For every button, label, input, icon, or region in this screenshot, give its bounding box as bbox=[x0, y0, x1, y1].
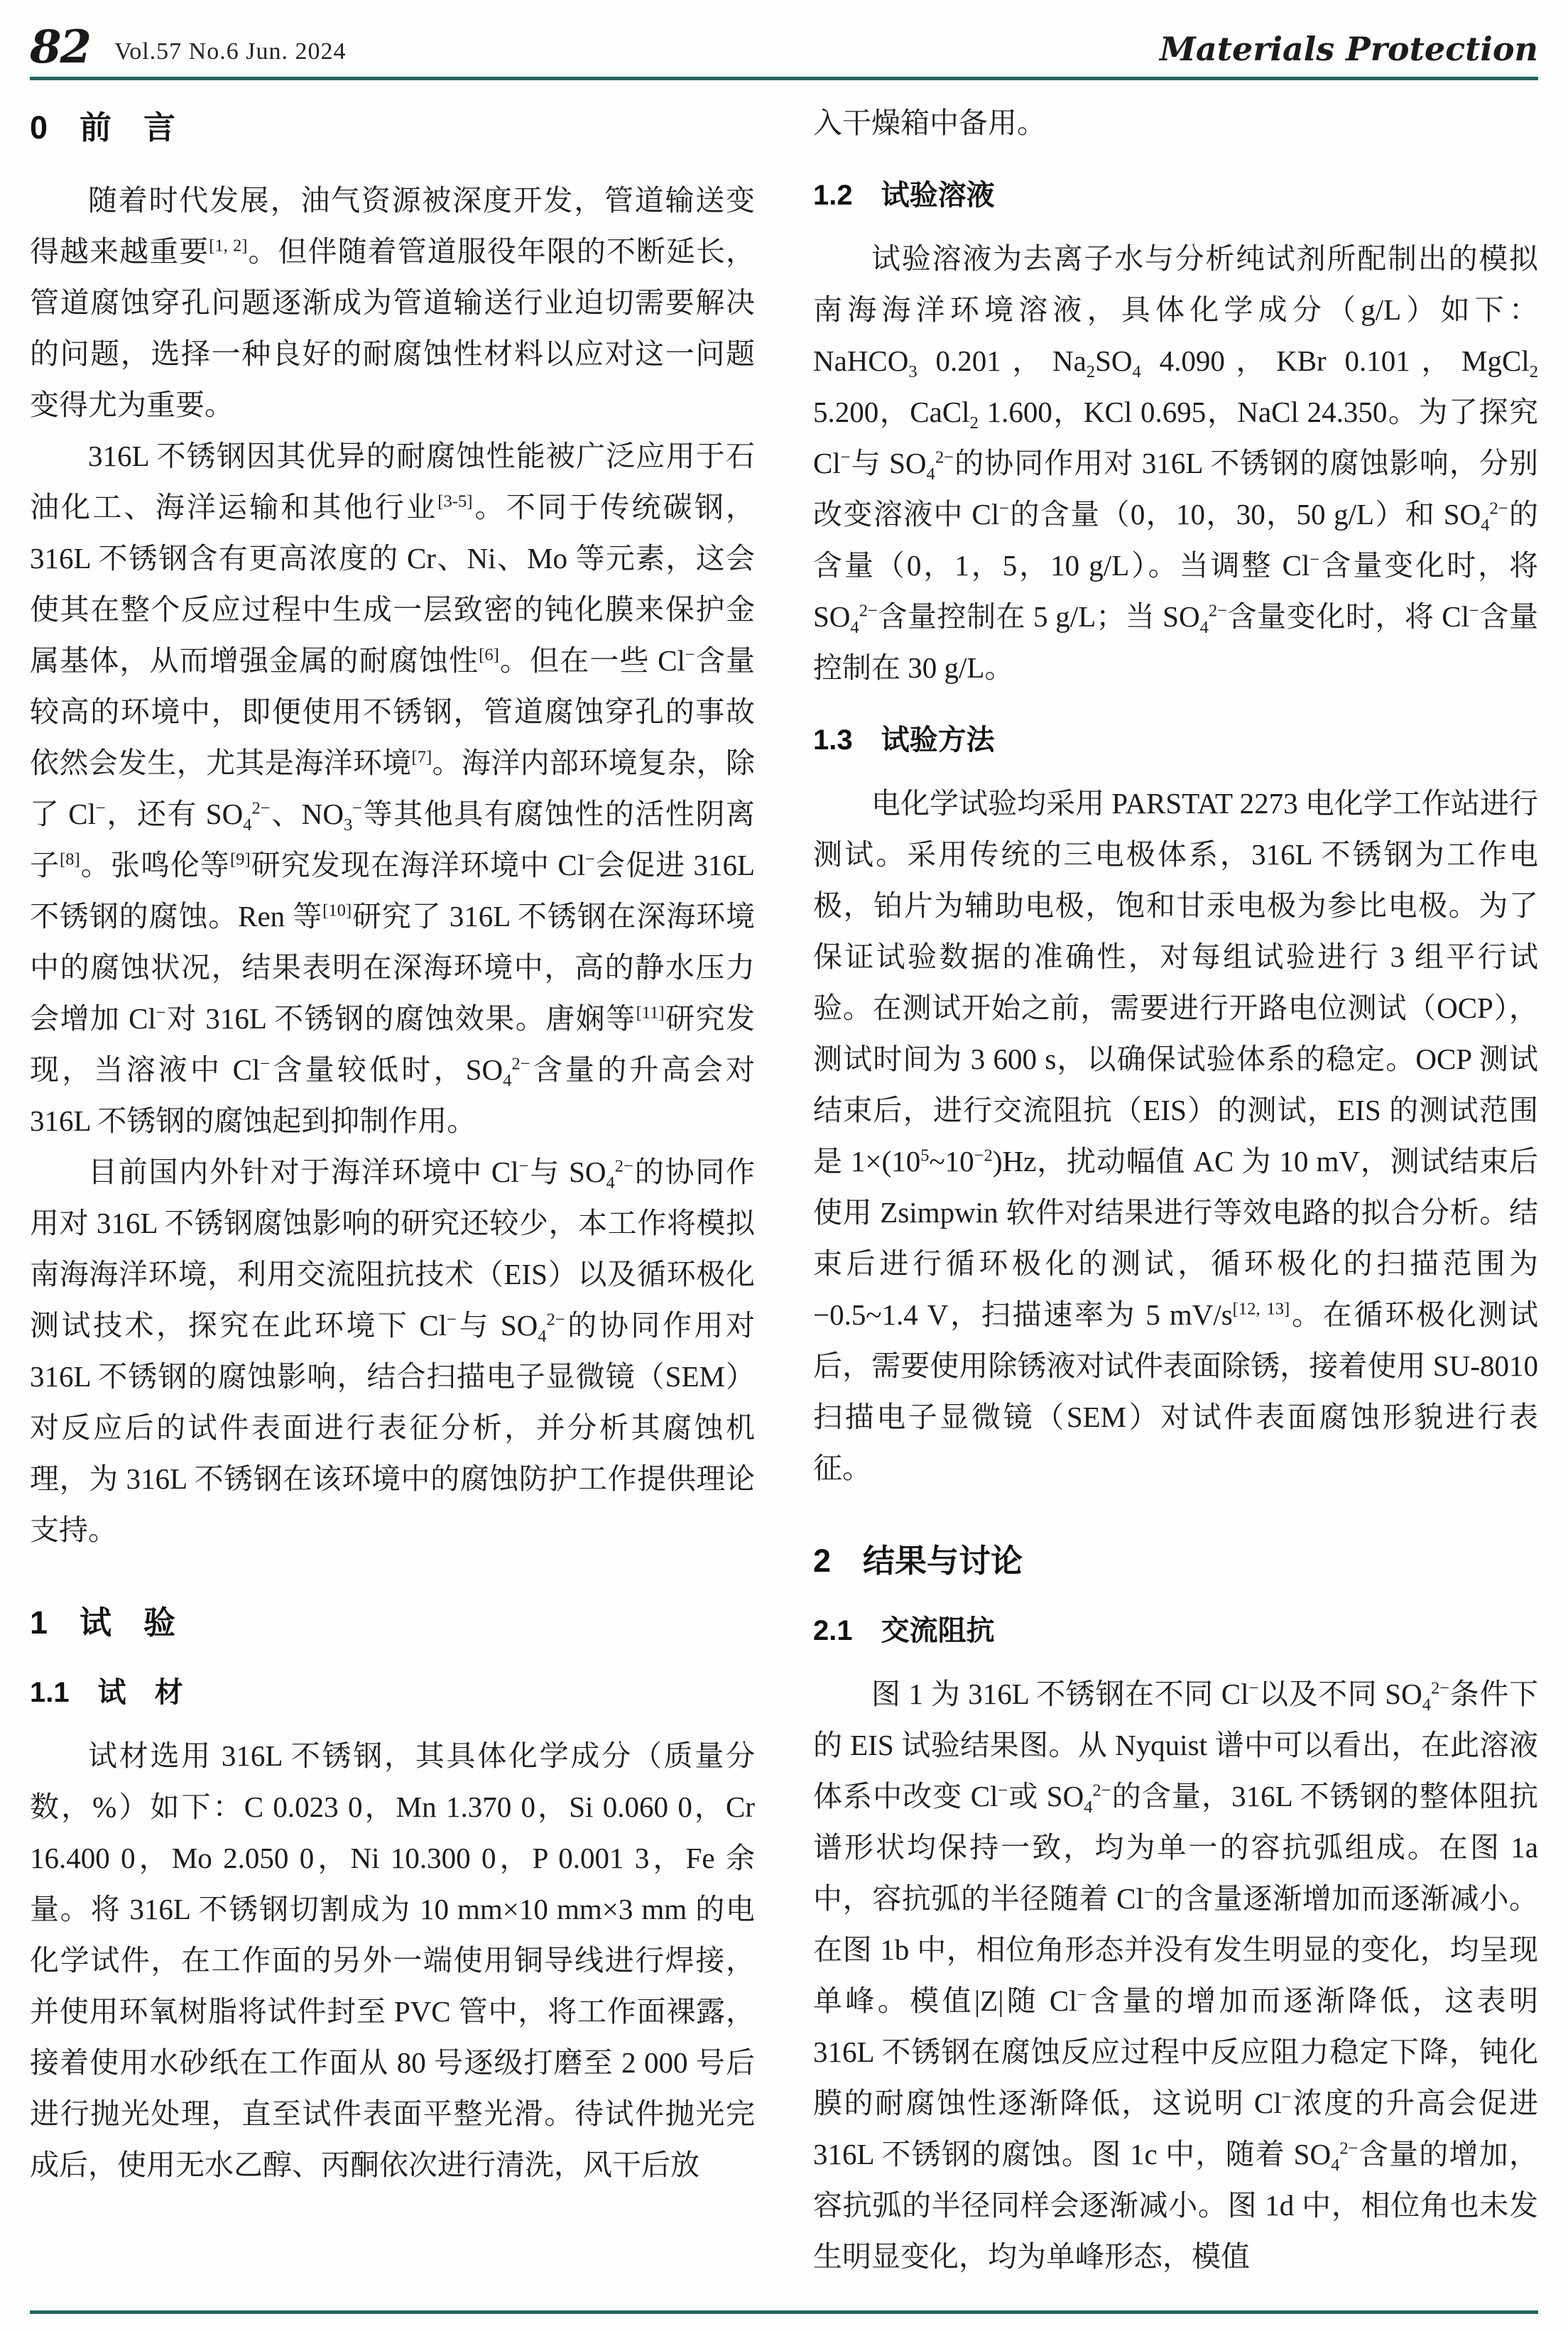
para-preface-2: 316L 不锈钢因其优异的耐腐蚀性能被广泛应用于石油化工、海洋运输和其他行业[3-5]。不同于传统碳钢，316L 不锈钢含有更高浓度的 Cr、Ni、Mo 等元素，这会使其在整个反应过程中生成一层致密的钝化膜来保护金属基体，从而增强金属的耐腐蚀性[6]。但在一些 Cl−含量较高的环境中，即便使用不锈钢，管道腐蚀穿孔的事故依然会发生，尤其是海洋环境[7]。海洋内部环境复杂，除了 Cl−，还有 $SO_4^{2-}$、$NO_3^-$等其他具有腐蚀性的活性阴离子[8]。张鸣伦等[9]研究发现在海洋环境中 Cl−会促进 316L 不锈钢的腐蚀。Ren 等[10]研究了 316L 不锈钢在深海环境中的腐蚀状况，结果表明在深海环境中，高的静水压力会增加 Cl−对 316L 不锈钢的腐蚀效果。唐娴等[11]研究发现，当溶液中 Cl−含量较低时，$SO_4^{2-}$含量的升高会对 316L 不锈钢的腐蚀起到抑制作用。 bbox=[30, 440, 756, 1137]
para-test-method: 电化学试验均采用 PARSTAT 2273 电化学工作站进行测试。采用传统的三电极体系，316L 不锈钢为工作电极，铂片为辅助电极，饱和甘汞电极为参比电极。为了保证试验数据的准确性，对每组试验进行 3 组平行试验。在测试开始之前，需要进行开路电位测试（OCP），测试时间为 3 600 s，以确保试验体系的稳定。OCP 测试结束后，进行交流阻抗（EIS）的测试，EIS 的测试范围是 $1\times(10^5\sim 10^{-2})Hz$，扰动幅值 AC 为 10 mV，测试结束后使用 Zsimpwin 软件对结果进行等效电路的拟合分析。结束后进行循环极化的测试，循环极化的扫描范围为−0.5~1.4 V，扫描速率为 5 mV/s[12, 13]。在循环极化测试后，需要使用除锈液对试件表面除锈，接着使用 SU-8010 扫描电子显微镜（SEM）对试件表面腐蚀形貌进行表征。 bbox=[813, 787, 1538, 1484]
para-preface-3: 目前国内外针对于海洋环境中 Cl−与 $SO_4^{2-}$的协同作用对 316L 不锈钢腐蚀影响的研究还较少，本工作将模拟南海海洋环境，利用交流阻抗技术（EIS）以及循环极化测试技术，探究在此环境下 Cl−与 $SO_4^{2-}$的协同作用对 316L 不锈钢的腐蚀影响，结合扫描电子显微镜（SEM）对反应后的试件表面进行表征分析，并分析其腐蚀机理，为 316L 不锈钢在该环境中的腐蚀防护工作提供理论支持。 bbox=[30, 1156, 755, 1546]
heading-results-discussion: 2 结果与讨论 bbox=[813, 1543, 1023, 1579]
subheading-eis: 2.1 交流阻抗 bbox=[813, 1615, 995, 1646]
subheading-materials: 1.1 试 材 bbox=[30, 1677, 183, 1708]
para-materials: 试材选用 316L 不锈钢，其具体化学成分（质量分数，%）如下：C 0.023 0，Mn 1.370 0，Si 0.060 0，Cr 16.400 0，Mo 2.050 0，Ni 10.300 0，P 0.001 3，Fe 余量。将 316L 不锈钢切割成为 10 mm×10 mm×3 mm 的电化学试件，在工作面的另外一端使用铜导线进行焊接，并使用环氧树脂将试件封至 PVC 管中，将工作面裸露，接着使用水砂纸在工作面从 80 号逐级打磨至 2 000 号后进行抛光处理，直至试件表面平整光滑。待试件抛光完成后，使用无水乙醇、丙酮依次进行清洗，风干后放 bbox=[30, 1739, 755, 2181]
header-left bbox=[30, 21, 347, 74]
left-column bbox=[30, 97, 755, 2282]
footer-rule bbox=[30, 2310, 1538, 2314]
page-header bbox=[30, 21, 1538, 74]
heading-experiment: 1 试 验 bbox=[30, 1604, 176, 1641]
journal-name: Materials Protection bbox=[1159, 30, 1538, 68]
page-number: 82 bbox=[30, 21, 91, 74]
para-materials-continued: 入干燥箱中备用。 bbox=[813, 107, 1046, 139]
para-preface-1: 随着时代发展，油气资源被深度开发，管道输送变得越来越重要[1, 2]。但伴随着管道服役年限的不断延长，管道腐蚀穿孔问题逐渐成为管道输送行业迫切需要解决的问题，选择一种良好的耐腐蚀性材料以应对这一问题变得尤为重要。 bbox=[30, 184, 756, 421]
article-body bbox=[30, 97, 1538, 2282]
header-rule bbox=[30, 77, 1538, 80]
right-column bbox=[813, 97, 1538, 2282]
para-eis: 图 1 为 316L 不锈钢在不同 Cl−以及不同 $SO_4^{2-}$条件下的 EIS 试验结果图。从 Nyquist 谱中可以看出，在此溶液体系中改变 Cl−或 $SO_4^{2-}$的含量，316L 不锈钢的整体阻抗谱形状均保持一致，均为单一的容抗弧组成。在图 1a 中，容抗弧的半径随着 Cl−的含量逐渐增加而逐渐减小。在图 1b 中，相位角形态并没有发生明显的变化，均呈现单峰。模值|Z|随 Cl−含量的增加而逐渐降低，这表明 316L 不锈钢在腐蚀反应过程中反应阻力稳定下降，钝化膜的耐腐蚀性逐渐降低，这说明 Cl−浓度的升高会促进 316L 不锈钢的腐蚀。图 1c 中，随着 $SO_4^{2-}$含量的增加，容抗弧的半径同样会逐渐减小。图 1d 中，相位角也未发生明显变化，均为单峰形态，模值 bbox=[813, 1678, 1539, 2273]
heading-preface: 0 前 言 bbox=[30, 109, 176, 146]
subheading-test-method: 1.3 试验方法 bbox=[813, 724, 995, 756]
para-test-solution: 试验溶液为去离子水与分析纯试剂所配制出的模拟南海海洋环境溶液，具体化学成分（g/L）如下：NaHCO$_3$ 0.201，$Na_2SO_4$ 4.090，KBr 0.101，MgCl$_2$ 5.200，CaCl$_2$ 1.600，KCl 0.695，NaCl 24.350。为了探究 Cl−与 $SO_4^{2-}$的协同作用对 316L 不锈钢的腐蚀影响，分别改变溶液中 Cl−的含量（0，10，30，50 g/L）和 $SO_4^{2-}$的含量（0，1，5，10 g/L）。当调整 Cl−含量变化时，将 $SO_4^{2-}$含量控制在 5 g/L；当 $SO_4^{2-}$含量变化时，将 Cl−含量控制在 30 g/L。 bbox=[813, 242, 1538, 684]
subheading-test-solution: 1.2 试验溶液 bbox=[813, 180, 995, 211]
issue-info: Vol.57 No.6 Jun. 2024 bbox=[114, 38, 347, 65]
